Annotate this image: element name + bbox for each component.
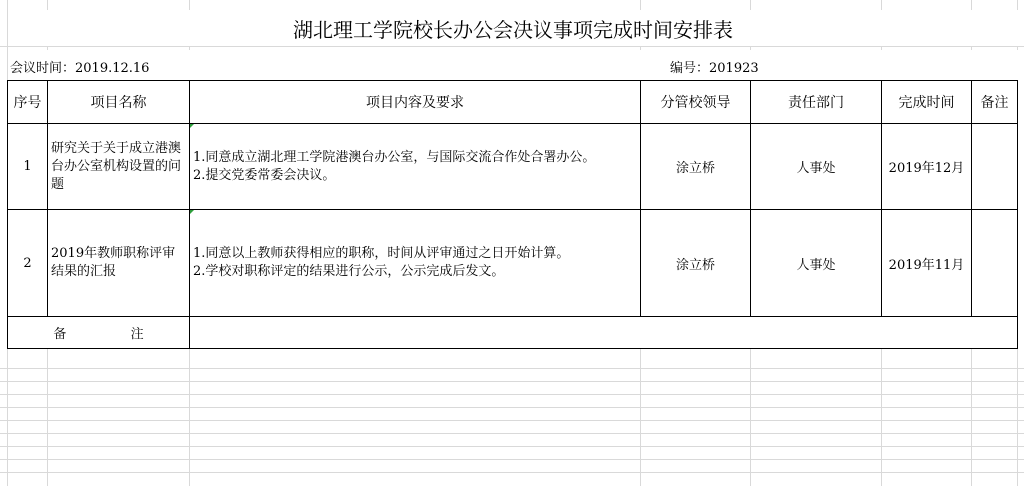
page-title: 湖北理工学院校长办公会决议事项完成时间安排表 bbox=[8, 10, 1018, 46]
leader: 涂立桥 bbox=[641, 124, 751, 210]
content-line: 2.提交党委常委会决议。 bbox=[193, 167, 336, 183]
column-header: 项目名称 bbox=[48, 81, 190, 124]
footer-label-b: 注 bbox=[130, 327, 144, 342]
column-header: 项目内容及要求 bbox=[190, 81, 641, 124]
content-line: 1.同意以上教师获得相应的职称，时间从评审通过之日开始计算。 bbox=[193, 246, 570, 261]
remark bbox=[972, 124, 1018, 210]
footer-row bbox=[8, 317, 1018, 349]
remark bbox=[972, 210, 1018, 317]
column-header: 备注 bbox=[972, 81, 1018, 124]
department: 人事处 bbox=[751, 124, 882, 210]
table-row bbox=[8, 210, 1018, 317]
project-name: 研究关于关于成立港澳台办公室机构设置的问题 bbox=[48, 124, 190, 210]
column-header: 序号 bbox=[8, 81, 48, 124]
table-row bbox=[8, 124, 1018, 210]
project-name: 2019年教师职称评审结果的汇报 bbox=[48, 210, 190, 317]
decision-table bbox=[7, 80, 1018, 349]
row-number: 2 bbox=[8, 210, 48, 317]
column-header: 责任部门 bbox=[751, 81, 882, 124]
content-line: 1.同意成立湖北理工学院港澳台办公室，与国际交流合作处合署办公。 bbox=[193, 149, 596, 165]
column-header: 完成时间 bbox=[882, 81, 972, 124]
table-header-row bbox=[8, 81, 1018, 124]
meeting-time: 会议时间：2019.12.16 bbox=[10, 61, 150, 76]
footer-label bbox=[8, 317, 190, 349]
completion-time: 2019年11月 bbox=[882, 210, 972, 317]
row-number: 1 bbox=[8, 124, 48, 210]
serial-number: 编号：201923 bbox=[670, 61, 759, 76]
meta-row bbox=[8, 50, 1018, 80]
footer-label-a: 备 bbox=[53, 327, 67, 342]
column-header: 分管校领导 bbox=[641, 81, 751, 124]
footer-value bbox=[190, 317, 1018, 349]
project-content bbox=[190, 124, 641, 210]
project-content bbox=[190, 210, 641, 317]
department: 人事处 bbox=[751, 210, 882, 317]
content-line: 2.学校对职称评定的结果进行公示，公示完成后发文。 bbox=[193, 264, 505, 279]
leader: 涂立桥 bbox=[641, 210, 751, 317]
completion-time: 2019年12月 bbox=[882, 124, 972, 210]
